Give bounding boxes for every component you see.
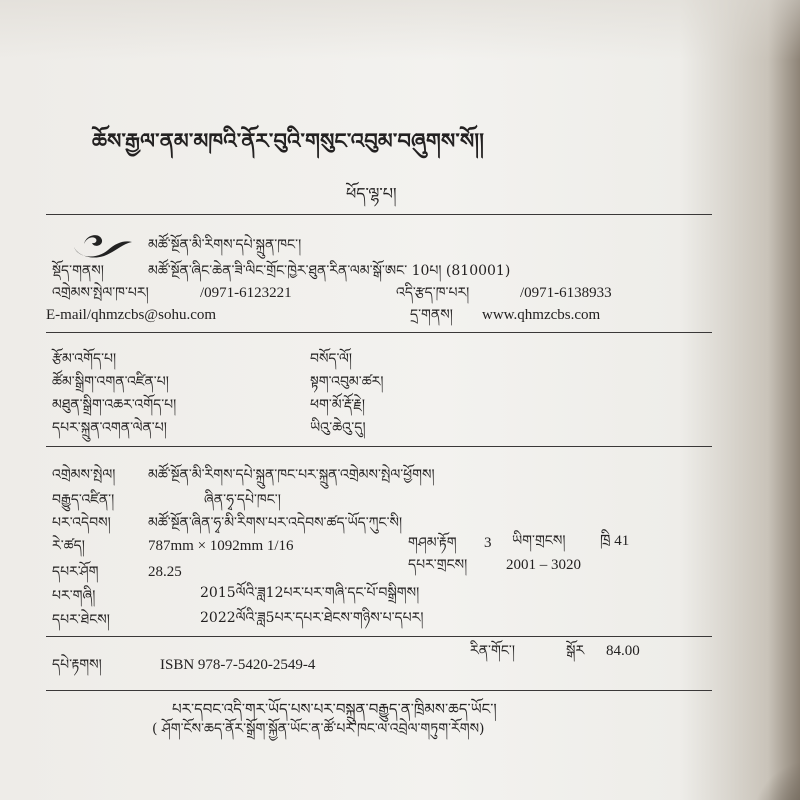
print-label: དཔར་ཐེངས། bbox=[52, 612, 110, 628]
website-label: དྲ་གནས། bbox=[410, 307, 453, 323]
defect-notice: ( ཤོག་ངོས་ཆད་ནོར་སྒྲོག་སྐྱོན་ཡོང་ན་ཚོ་པར་ཁང་ལ་འབྲེལ་གཏུག་རོགས) bbox=[152, 721, 485, 737]
price-label: རིན་གོང་། bbox=[470, 643, 515, 659]
price-value: 84.00 bbox=[606, 643, 640, 659]
printsheets-label: དཔར་ཤོག bbox=[52, 564, 99, 580]
email: E-mail/qhmzcbs@sohu.com bbox=[46, 307, 217, 323]
credit-label: དཔར་སྐྲུན་འགན་ལེན་པ། bbox=[52, 420, 167, 436]
inserts-value: ཁྲི 41 bbox=[600, 533, 630, 549]
address-value: མཚོ་སྔོན་ཞིང་ཆེན་ཟི་ལིང་གྲོང་ཁྱེར་ཐུན་རིན་ལམ་སྒོ་ཨང་ 10པ། (810001) bbox=[148, 263, 511, 279]
price-unit: སྒོར bbox=[566, 643, 585, 659]
editor-phone-value: /0971-6138933 bbox=[520, 285, 612, 301]
credit-value: ཡིའུ་ཆེའུ་དུ། bbox=[310, 420, 366, 436]
credit-value: བསོད་ལོ། bbox=[310, 351, 353, 367]
credit-label: ཚོམ་སྒྲིག་འགན་འཛིན་པ། bbox=[52, 374, 169, 390]
typesetter-label: བརྒྱུད་འཛིན་། bbox=[52, 492, 115, 508]
distributor-label: འགྲེམས་སྤེལ། bbox=[52, 467, 116, 483]
copies-value: 2001 – 3020 bbox=[506, 557, 581, 573]
page-shadow bbox=[0, 0, 800, 60]
address-label: སྡོད་གནས། bbox=[52, 263, 104, 279]
isbn-value: ISBN 978-7-5420-2549-4 bbox=[160, 657, 316, 673]
credit-value: ཕག་མོ་རྡོ་རྗེ། bbox=[310, 397, 365, 413]
distributor-value: མཚོ་སྔོན་མི་རིགས་དཔེ་སྐྲུན་ཁང་པར་སྐྲུན་འགྲེམས་སྤེལ་ཕྱོགས། bbox=[148, 467, 435, 483]
divider bbox=[46, 214, 712, 215]
printer-value: མཚོ་སྔོན་ཞིན་ཧྭ་མི་རིགས་པར་འདེབས་ཚད་ཡོད་ཀུང་སི། bbox=[148, 515, 403, 531]
sheets-value: 3 bbox=[484, 535, 492, 551]
format-label: རེ་ཚད། bbox=[52, 538, 85, 554]
divider bbox=[46, 332, 712, 333]
editorial-phone-value: /0971-6123221 bbox=[200, 285, 292, 301]
printsheets-value: 28.25 bbox=[148, 564, 182, 580]
divider bbox=[46, 446, 712, 447]
author-name: ཕོད་ལྷ་པ། bbox=[346, 184, 397, 203]
book-title: ཆོས་རྒྱལ་ནམ་མཁའི་ནོར་བུའི་གསུང་འབུམ་བཞུགས་སོ།། bbox=[92, 128, 485, 153]
divider bbox=[46, 690, 712, 691]
sheets-label: གཤམ་རྟོག bbox=[408, 535, 457, 551]
editorial-phone-label: འགྲེམས་སྤེལ་ཁ་པར། bbox=[52, 285, 149, 301]
print-value: 2022ལོའི་ཟླ5པར་དཔར་ཐེངས་གཉིས་པ་དཔར། bbox=[200, 610, 424, 626]
format-value: 787mm × 1092mm 1/16 bbox=[148, 538, 294, 554]
divider bbox=[46, 636, 712, 637]
inserts-label: ཡིག་གྲངས། bbox=[512, 533, 566, 549]
copyright-notice: པར་དབང་འདི་གར་ཡོད་པས་པར་བསྐྲུན་བརྒྱུད་ན་ཁྲིམས་ཆད་ཡོང་། bbox=[172, 700, 497, 718]
edition-value: 2015ལོའི་ཟླ12པར་པར་གཞི་དང་པོ་བསྒྲིགས། bbox=[200, 585, 420, 601]
typesetter-value: ཞིན་ཧྭ་དཔེ་ཁང་། bbox=[204, 492, 281, 508]
credit-label: རྩོམ་འགོད་པ། bbox=[52, 351, 117, 367]
isbn-label: དཔེ་རྟགས། bbox=[52, 657, 102, 673]
credit-value: སྟག་འབུམ་ཚར། bbox=[310, 374, 384, 390]
publisher-name: མཚོ་སྔོན་མི་རིགས་དཔེ་སྐྲུན་ཁང་། bbox=[148, 237, 302, 253]
printer-label: པར་འདེབས། bbox=[52, 515, 111, 531]
copies-label: དཔར་གྲངས། bbox=[408, 557, 468, 573]
publisher-logo-icon bbox=[70, 230, 134, 260]
page-corner-shadow bbox=[752, 760, 800, 800]
editor-phone-label: འདི་རྩད་ཁ་པར། bbox=[396, 285, 470, 301]
website: www.qhmzcbs.com bbox=[482, 307, 601, 323]
edition-label: པར་གཞི། bbox=[52, 588, 96, 604]
credit-label: མཐུན་སྒྲིག་འཆར་འགོད་པ། bbox=[52, 397, 177, 413]
